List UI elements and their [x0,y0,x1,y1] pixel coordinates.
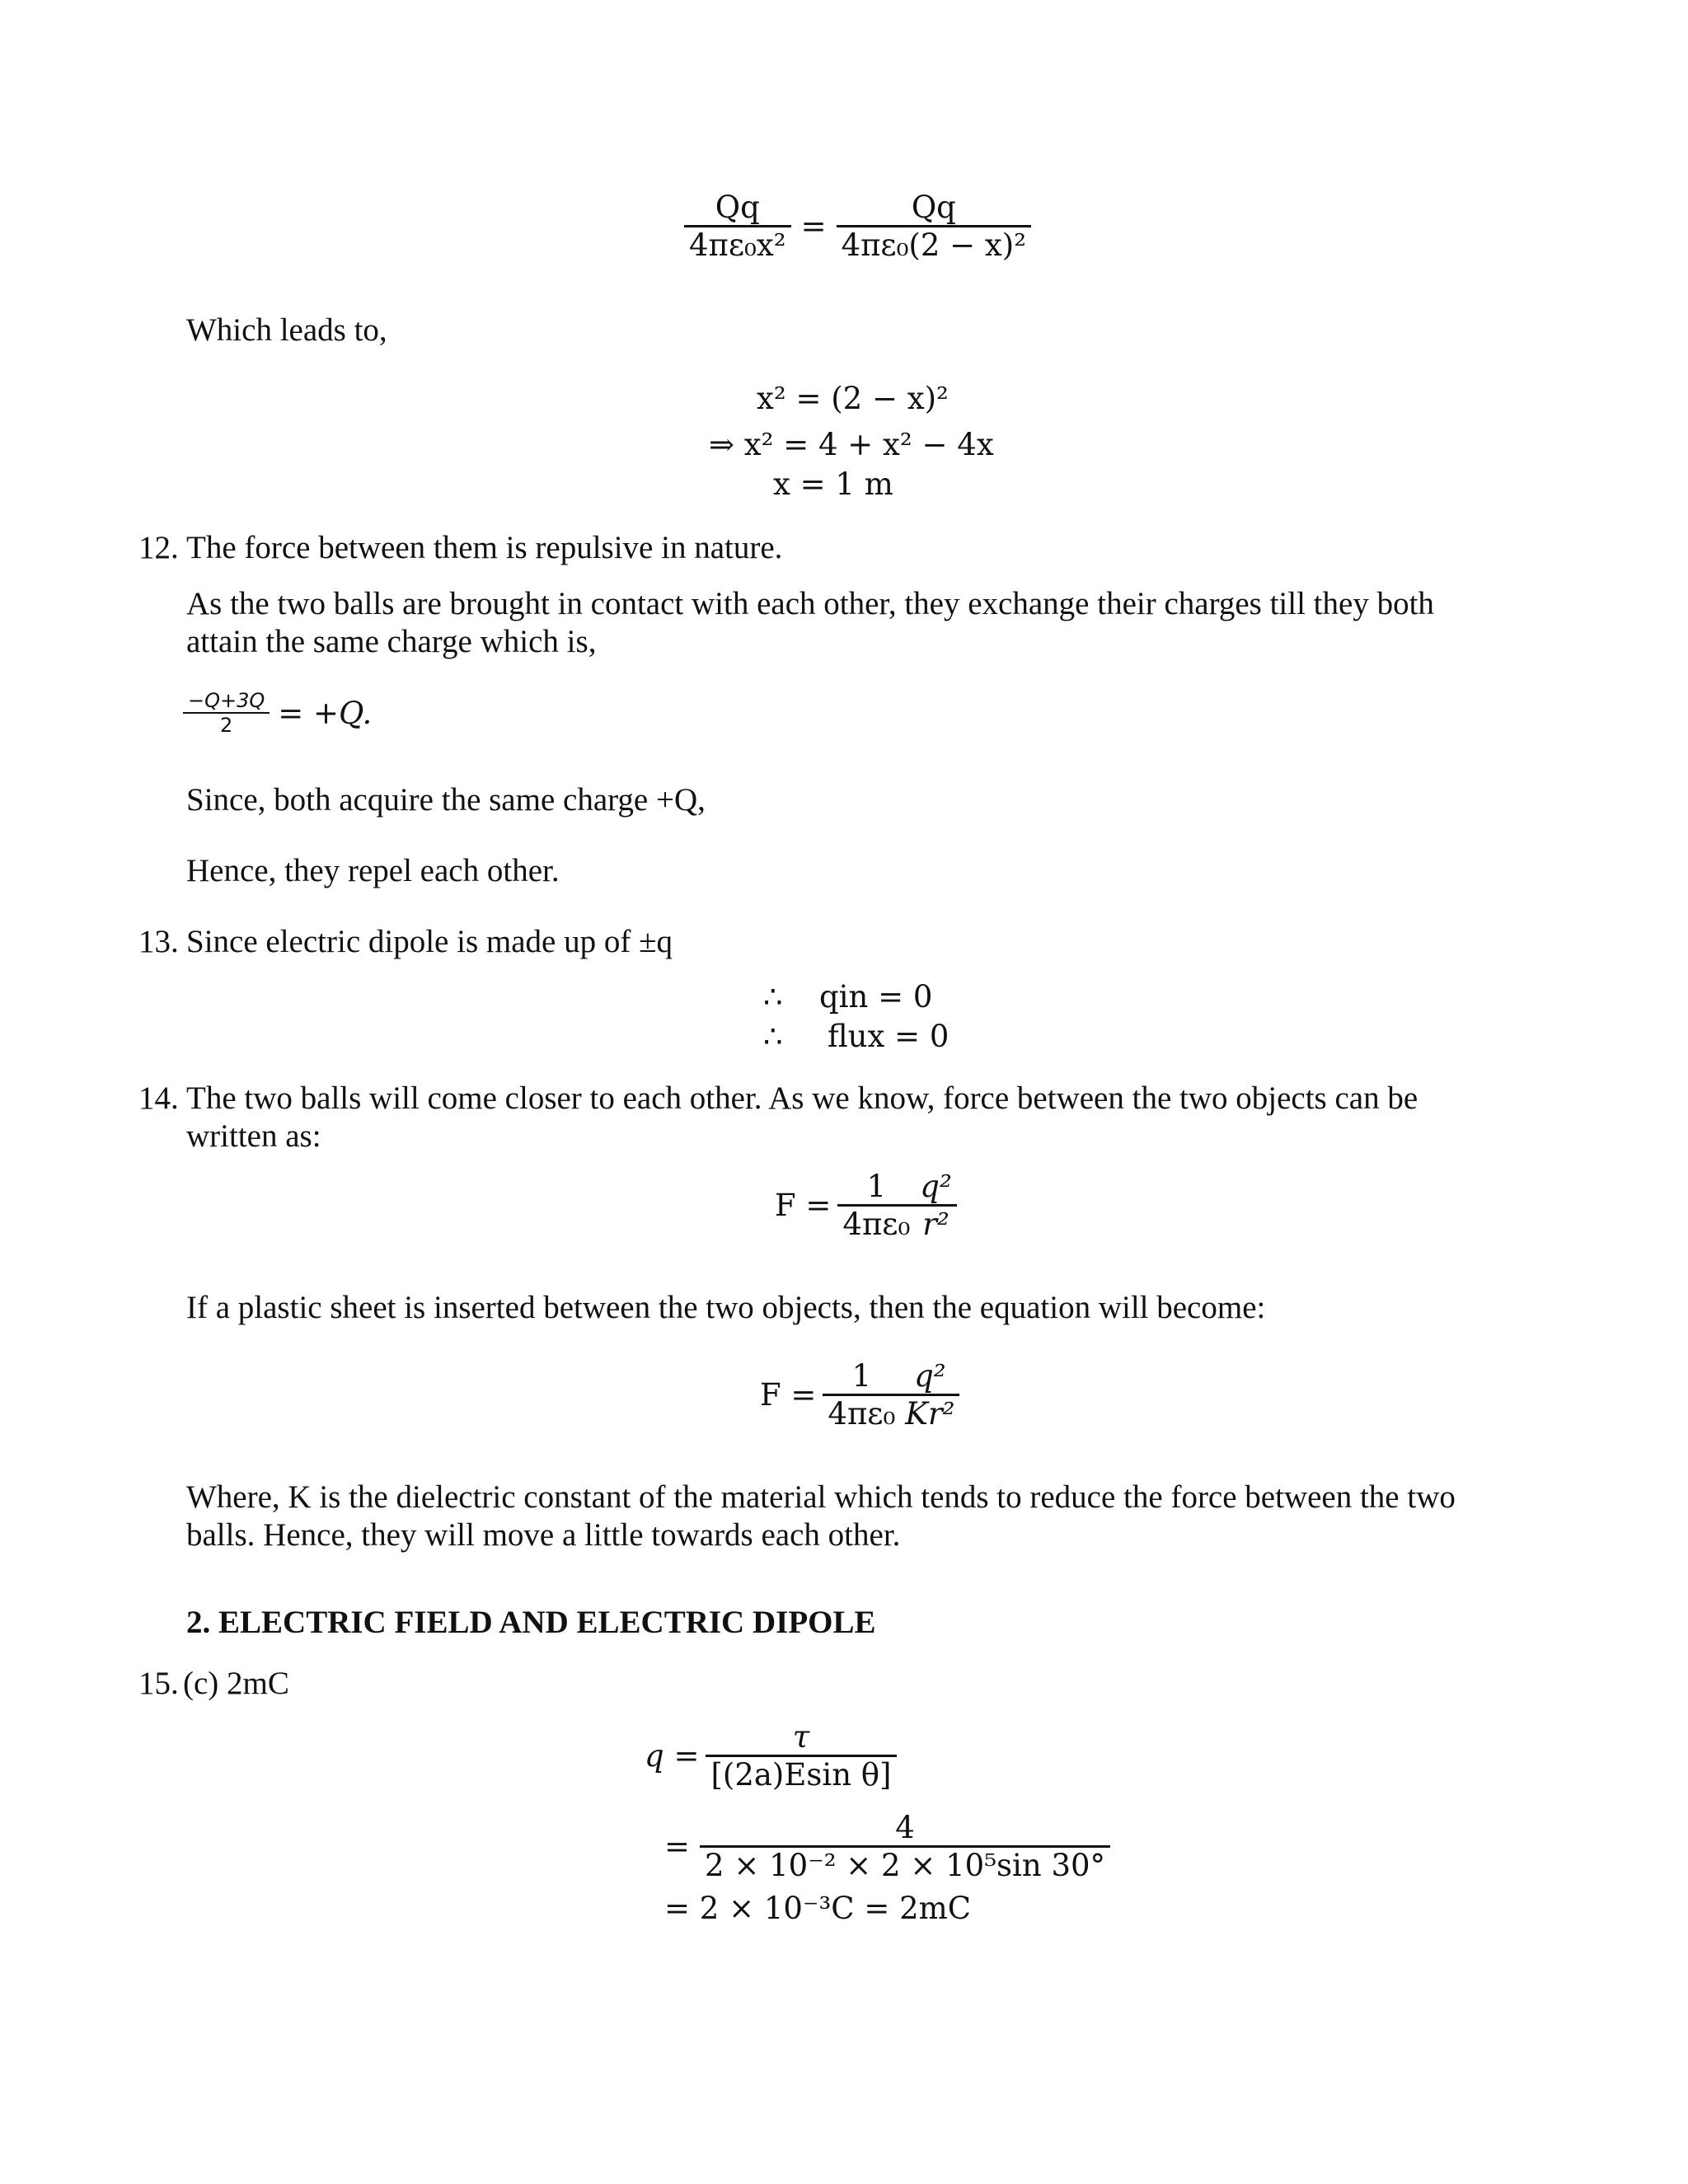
dielectric-force-equation [760,1358,959,1432]
x-solution-line-2: ⇒ x² = 4 + x² − 4x [709,427,994,462]
q12-hence-text: Hence, they repel each other. [186,853,560,888]
substitution-numerator: 4 [700,1810,1110,1848]
equals-sign: = [800,209,827,244]
therefore-symbol: ∴ [763,979,783,1015]
coulomb-force-equation [775,1169,957,1242]
therefore-symbol: ∴ [763,1019,783,1054]
force-constant-denominator: 4πε₀ [842,1207,911,1242]
force-charge-fraction [915,1169,957,1242]
dielectric-constant-numerator: 1 [823,1358,900,1396]
q14-heading: The two balls will come closer to each other. As we know, force between the two objects can be written as: [186,1080,1418,1154]
x-solution-line-3: x = 1 m [773,466,893,502]
q12-since-text: Since, both acquire the same charge +Q, [186,782,706,818]
coulomb-balance-equation [684,190,1031,263]
lhs-denominator: 4πε₀x² [689,227,786,263]
q13-number: 13. [138,924,179,959]
q13-flux-line: flux = 0 [828,1019,950,1054]
dielectric-constant-denominator: 4πε₀ [828,1396,896,1432]
q12-paragraph: As the two balls are brought in contact with each other, they exchange their charges till they both attain the same charge which is, [186,586,1434,659]
charge-substitution [664,1810,1110,1883]
charge-lhs: q = [645,1738,700,1774]
torque-numerator: τ [706,1719,896,1757]
q14-where-text: Where, K is the dielectric constant of the material which tends to reduce the force between the two balls. Hence, they will move a little towards each other. [186,1479,1456,1553]
substitution-denominator: 2 × 10⁻² × 2 × 10⁵sin 30° [705,1848,1106,1883]
rhs-fraction [837,190,1032,263]
which-leads-to-text: Which leads to, [186,312,387,348]
dielectric-charge-fraction [900,1358,959,1432]
q13-heading: Since electric dipole is made up of ±q [186,924,673,959]
charge-fraction-numerator: −Q+3Q [183,689,270,714]
x-solution-line-1: x² = (2 − x)² [757,381,949,416]
rhs-numerator: Qq [837,190,1032,227]
q12-number: 12. [138,530,179,565]
substitution-fraction [700,1810,1110,1883]
force-charge-numerator: q² [915,1169,957,1207]
charge-formula [645,1719,897,1793]
lhs-numerator: Qq [684,190,791,227]
charge-fraction-denominator: 2 [220,714,233,737]
dielectric-constant-fraction [823,1358,900,1432]
charge-result: = 2 × 10⁻³C = 2mC [664,1891,972,1926]
q12-heading: The force between them is repulsive in nature. [186,530,783,565]
torque-denominator: [(2a)Esin θ] [710,1757,892,1793]
force-charge-denominator: r² [922,1207,950,1242]
charge-fraction-result: = +Q. [278,695,373,731]
force-constant-numerator: 1 [837,1169,915,1207]
charge-fraction [183,689,270,737]
dielectric-charge-numerator: q² [900,1358,959,1396]
q14-number: 14. [138,1080,179,1116]
lhs-fraction [684,190,791,263]
substitution-equals: = [664,1829,691,1864]
q14-plastic-text: If a plastic sheet is inserted between the two objects, then the equation will become: [186,1290,1266,1325]
charge-formula-fraction [706,1719,896,1793]
q15-number: 15. [138,1666,179,1701]
force-lhs: F = [775,1188,832,1223]
dielectric-charge-denominator: Kr² [905,1396,955,1432]
q13-qin-line: qin = 0 [819,979,933,1015]
q15-answer: (c) 2mC [183,1666,289,1701]
rhs-denominator: 4πε₀(2 − x)² [841,227,1027,263]
force-lhs: F = [760,1377,817,1413]
force-constant-fraction [837,1169,915,1242]
section-title: 2. ELECTRIC FIELD AND ELECTRIC DIPOLE [186,1605,876,1640]
q12-charge-fraction [183,689,372,737]
